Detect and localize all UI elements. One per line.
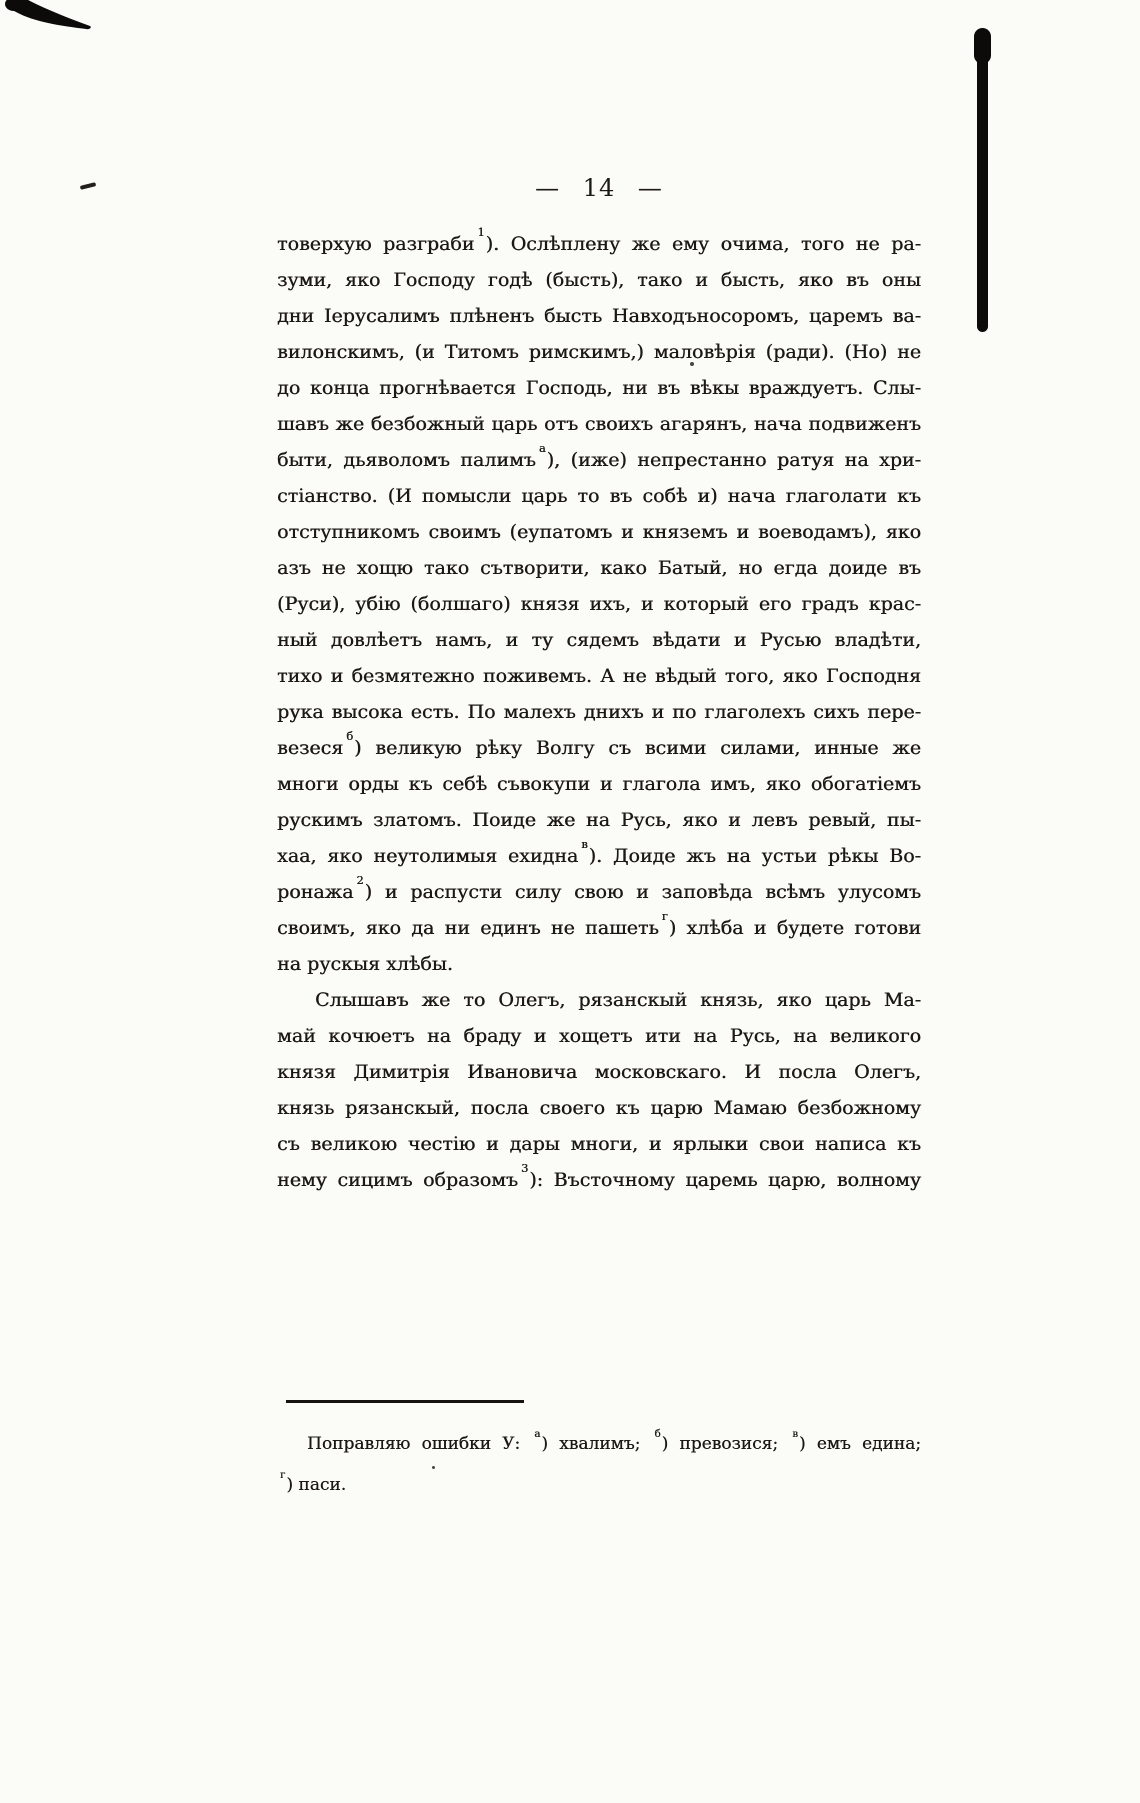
- footnote-marker: в: [581, 837, 588, 852]
- text-line: дни Іерусалимъ плѣненъ бысть Навходъносоромъ, царемъ ва-: [277, 305, 921, 327]
- text-line: рускимъ златомъ. Поиде же на Русь, яко и левъ ревый, пы-: [277, 809, 921, 831]
- footnote-marker: г: [661, 909, 668, 924]
- text-line: быти, дьяволомъ палимъ$^а$), (иже) непрестанно ратуя на хри-: [277, 441, 921, 471]
- text-line: азъ не хощю тако сътворити, како Батый, но егда доиде въ: [277, 557, 921, 579]
- footnote-marker: в: [792, 1428, 798, 1440]
- footnote-marker: б: [654, 1428, 661, 1440]
- text-line: нему сицимъ образомъ$^3$): Въсточному царемь царю, волному: [277, 1161, 921, 1191]
- text-line: $^г$) паси.: [280, 1469, 347, 1495]
- text-line: вилонскимъ, (и Титомъ римскимъ,) маловѣрія (ради). (Но) не: [277, 341, 921, 363]
- text-line: Слышавъ же то Олегъ, рязанскый князь, яко царь Ма-: [315, 989, 921, 1011]
- footnote-marker: г: [280, 1469, 286, 1481]
- text-line: везеся$^б$) великую рѣку Волгу съ всими силами, инные же: [277, 729, 921, 759]
- text-line: стіанство. (И помысли царь то въ собѣ и) нача глаголати къ: [277, 485, 921, 507]
- text-line: на рускыя хлѣбы.: [277, 953, 453, 975]
- scan-artifact-right-edge-bar: [977, 30, 988, 332]
- footnote: [277, 1424, 921, 1506]
- footnote-marker: 2: [356, 873, 364, 888]
- footnote-divider: [286, 1400, 524, 1403]
- text-line: хаа, яко неутолимыя ехидна$^в$). Доиде жъ на устьи рѣкы Во-: [277, 837, 921, 867]
- text-line: своимъ, яко да ни единъ не пашеть$^г$) хлѣба и будете готови: [277, 909, 921, 939]
- text-line: Поправляю ошибки У: $^а$) хвалимъ; $^б$) превозися; $^в$) емъ едина;: [307, 1428, 921, 1454]
- scan-artifact-corner-ink-blob: [4, 0, 96, 34]
- scan-artifact-margin-dash: [80, 182, 96, 190]
- text-line: шавъ же безбожный царь отъ своихъ агарянъ, нача подвиженъ: [277, 413, 921, 435]
- text-line: князя Димитрія Ивановича московскаго. И посла Олегъ,: [277, 1061, 921, 1083]
- page-number: — 14 —: [535, 174, 663, 202]
- footnote-marker: а: [534, 1428, 541, 1440]
- text-line: зуми, яко Господу годѣ (бысть), тако и бысть, яко въ оны: [277, 269, 921, 291]
- text-line: отступникомъ своимъ (еупатомъ и княземъ и воеводамъ), яко: [277, 521, 921, 543]
- text-line: (Руси), убію (болшаго) князя ихъ, и который его градъ крас-: [277, 593, 921, 615]
- text-line: май кочюетъ на браду и хощетъ ити на Русь, на великого: [277, 1025, 921, 1047]
- text-line: рука высока есть. По малехъ днихъ и по глаголехъ сихъ пере-: [277, 701, 921, 723]
- footnote-marker: 3: [520, 1161, 529, 1176]
- text-line: до конца прогнѣвается Господь, ни въ вѣкы враждуетъ. Слы-: [277, 377, 921, 399]
- text-line: ронажа$^2$) и распусти силу свою и заповѣда всѣмъ улусомъ: [277, 873, 921, 903]
- footnote-marker: б: [346, 729, 354, 744]
- text-line: съ великою честію и дары многи, и ярлыки свои написа къ: [277, 1133, 921, 1155]
- text-line: ный довлѣетъ намъ, и ту сядемъ вѣдати и Русью владѣти,: [277, 629, 921, 651]
- text-line: князь рязанскый, посла своего къ царю Мамаю безбожному: [277, 1097, 921, 1119]
- footnote-marker: а: [538, 441, 546, 456]
- text-line: товерхую разграби$^1$). Ослѣплену же ему очима, того не ра-: [277, 225, 921, 255]
- body-text: [277, 226, 921, 1198]
- footnote-marker: 1: [477, 225, 485, 240]
- text-line: многи орды къ себѣ съвокупи и глагола имъ, яко обогатіемъ: [277, 773, 921, 795]
- text-line: тихо и безмятежно поживемъ. А не вѣдый того, яко Господня: [277, 665, 921, 687]
